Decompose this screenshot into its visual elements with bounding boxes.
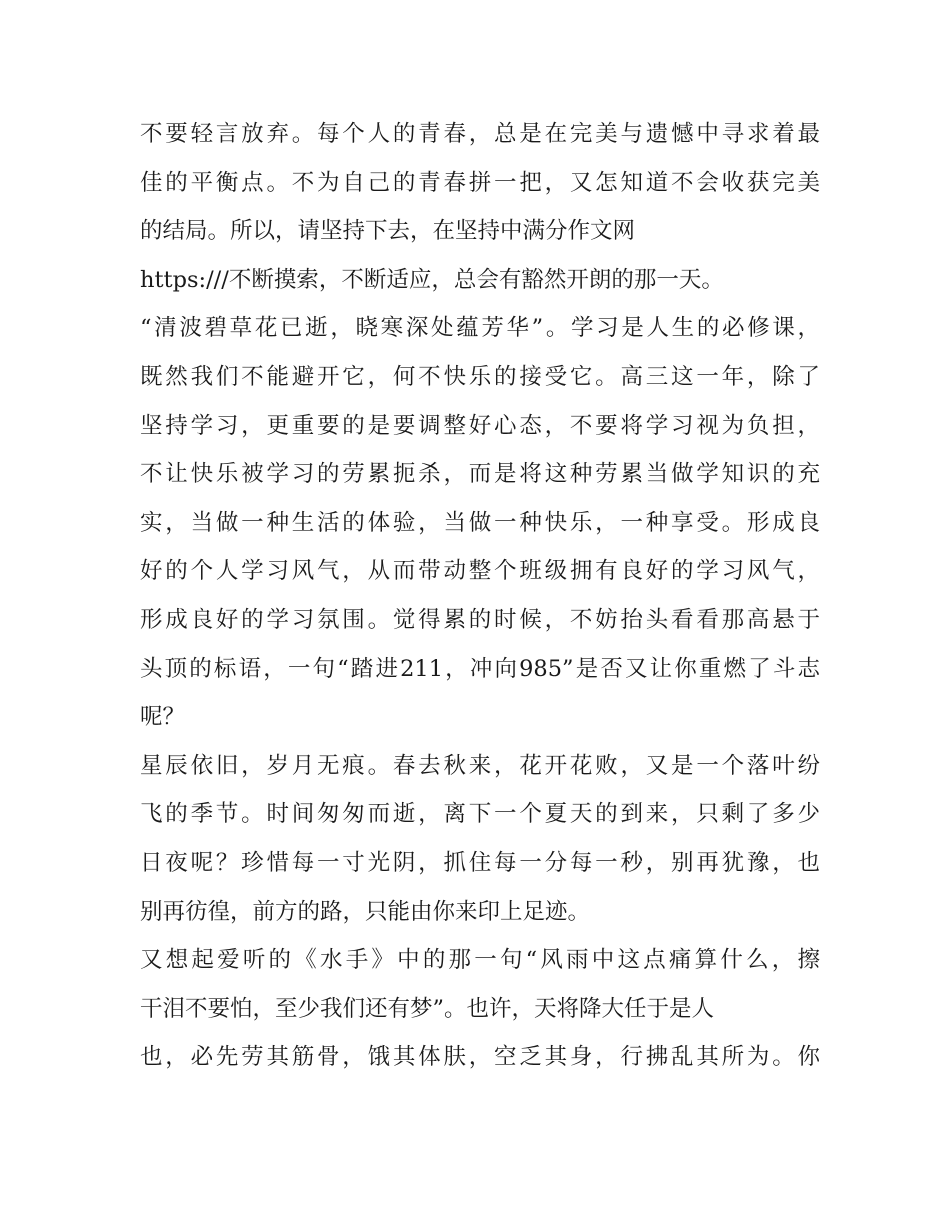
text-line: 头顶的标语，一句“踏进211，冲向985”是否又让你重燃了斗志 (140, 655, 820, 682)
text-line: 好的个人学习风气，从而带动整个班级拥有良好的学习风气， (140, 558, 820, 585)
text-line: 不要轻言放弃。每个人的青春，总是在完美与遗憾中寻求着最 (140, 121, 820, 147)
text-line: 日夜呢？珍惜每一寸光阴，抓住每一分每一秒，别再犹豫，也 (140, 849, 820, 876)
text-line: 不让快乐被学习的劳累扼杀，而是将这种劳累当做学知识的充 (140, 461, 820, 488)
text-line: 坚持学习，更重要的是要调整好心态，不要将学习视为负担， (140, 412, 820, 439)
text-line: 实，当做一种生活的体验，当做一种快乐，一种享受。形成良 (140, 509, 820, 536)
text-line: 也，必先劳其筋骨，饿其体肤，空乏其身，行拂乱其所为。你 (140, 1044, 820, 1071)
text-line: 形成良好的学习氛围。觉得累的时候，不妨抬头看看那高悬于 (140, 606, 820, 633)
text-line: 又想起爱听的《水手》中的那一句“风雨中这点痛算什么，擦 (140, 947, 820, 974)
text-line: 既然我们不能避开它，何不快乐的接受它。高三这一年，除了 (140, 363, 820, 390)
text-line: 飞的季节。时间匆匆而逝，离下一个夏天的到来，只剩了多少 (140, 801, 820, 828)
text-line: 别再彷徨，前方的路，只能由你来印上足迹。 (140, 898, 591, 925)
text-line: 的结局。所以，请坚持下去，在坚持中满分作文网 (140, 218, 636, 245)
text-line: 佳的平衡点。不为自己的青春拼一把，又怎知道不会收获完美 (140, 169, 820, 196)
text-line: 呢？ (140, 704, 186, 731)
essay-text (140, 110, 820, 1082)
text-line: 星辰依旧，岁月无痕。春去秋来，花开花败，又是一个落叶纷 (140, 752, 820, 779)
text-line: 干泪不要怕，至少我们还有梦”。也许，天将降大任于是人 (140, 995, 715, 1022)
text-line: “清波碧草花已逝，晓寒深处蕴芳华”。学习是人生的必修课， (140, 315, 820, 342)
text-line: https:///不断摸索，不断适应，总会有豁然开朗的那一天。 (140, 266, 724, 293)
